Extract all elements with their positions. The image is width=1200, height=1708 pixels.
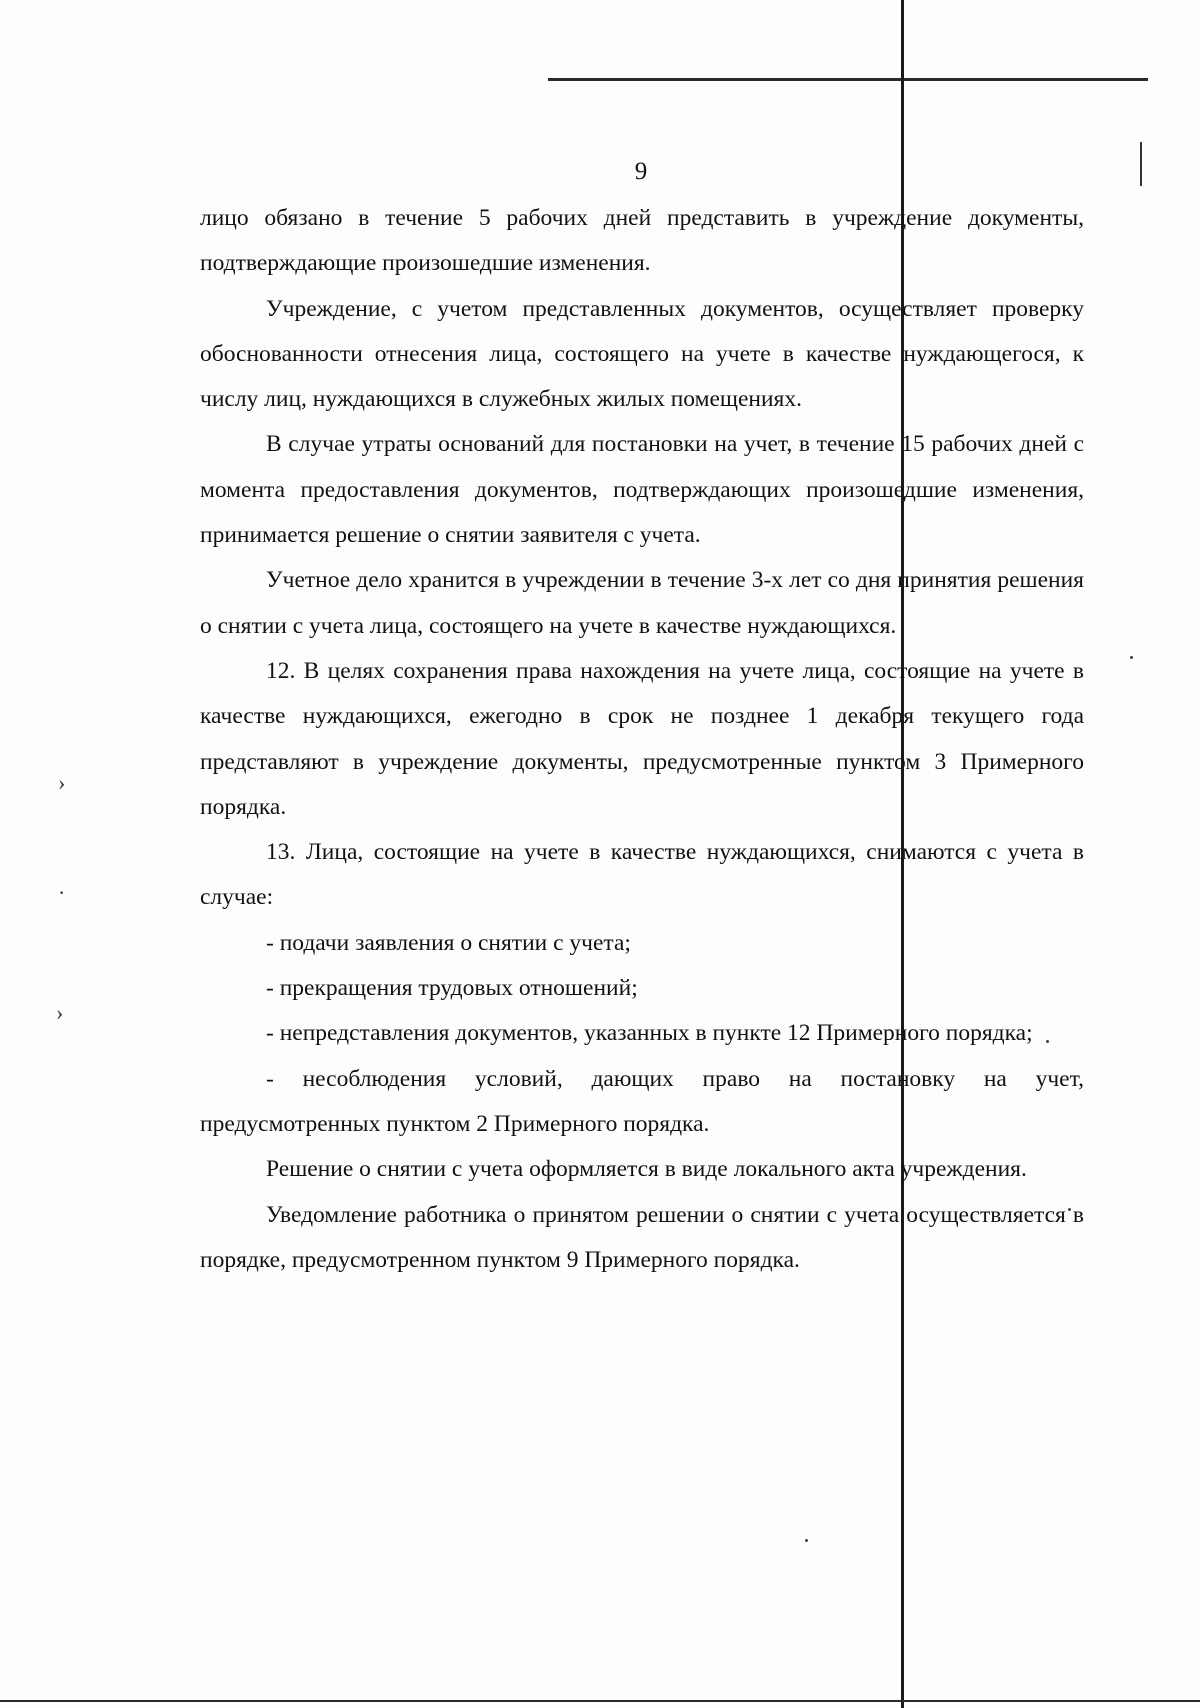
scan-speck: [805, 1539, 808, 1542]
list-item: - подачи заявления о снятии с учета;: [266, 929, 631, 956]
list-item: - несоблюдения условий, дающих право на постановку на учет, предусмотренных пунктом 2 Примерного порядка.: [200, 1065, 1084, 1137]
scan-speck: [1130, 656, 1133, 659]
page-number: 9: [634, 158, 648, 185]
scan-artifact-bottom-line: [0, 1700, 1200, 1702]
paragraph: Учреждение, с учетом представленных документов, осуществляет проверку обоснованности отнесения лица, состоящего на учете в качестве нуждающегося, к числу лиц, нуждающихся в служебных жилых помещениях.: [200, 295, 1084, 413]
scan-artifact-top-line: [548, 78, 1148, 81]
paragraph: Уведомление работника о принятом решении о снятии с учета осуществляется в порядке, предусмотренном пунктом 9 Примерного порядка.: [200, 1201, 1084, 1273]
paragraph: 12. В целях сохранения права нахождения на учете лица, состоящие на учете в качестве нуждающихся, ежегодно в срок не позднее 1 декабря текущего года представляют в учреждение документы, предусмотренные пунктом 3 Примерного порядка.: [200, 657, 1084, 820]
margin-mark: ·: [58, 880, 66, 905]
list-item: - прекращения трудовых отношений;: [266, 975, 638, 1002]
margin-mark: ›: [56, 1000, 64, 1025]
document-text: [200, 196, 1084, 1283]
paragraph: Решение о снятии с учета оформляется в виде локального акта учреждения.: [266, 1156, 1027, 1183]
paragraph: 13. Лица, состоящие на учете в качестве нуждающихся, снимаются с учета в случае:: [200, 839, 1084, 911]
paragraph: В случае утраты оснований для постановки на учет, в течение 15 рабочих дней с момента предоставления документов, подтверждающих произошедшие изменения, принимается решение о снятии заявителя с учета.: [200, 431, 1084, 549]
paragraph: Учетное дело хранится в учреждении в течение 3-х лет со дня принятия решения о снятии с учета лица, состоящего на учете в качестве нуждающихся.: [200, 567, 1084, 639]
list-item: - непредставления документов, указанных в пункте 12 Примерного порядка;: [266, 1020, 1033, 1047]
margin-mark: ›: [58, 770, 66, 795]
paragraph: лицо обязано в течение 5 рабочих дней представить в учреждение документы, подтверждающие произошедшие изменения.: [200, 205, 1084, 277]
